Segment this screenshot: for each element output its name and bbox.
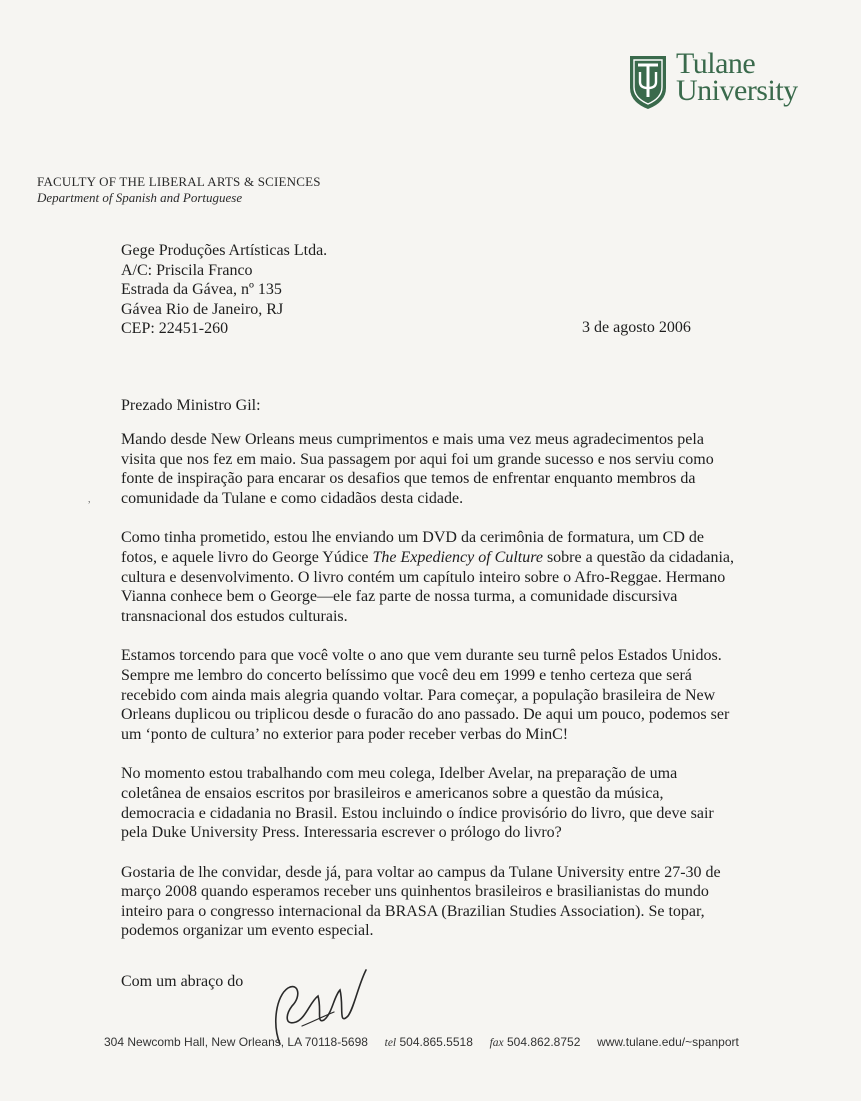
footer-phone: 504.865.5518 xyxy=(399,1035,473,1049)
salutation: Prezado Ministro Gil: xyxy=(121,397,261,414)
book-title: The Expediency of Culture xyxy=(372,548,543,566)
footer-website: www.tulane.edu/~spanport xyxy=(597,1035,739,1049)
tulane-logo xyxy=(628,47,818,112)
address-line: Gege Produções Artísticas Ltda. xyxy=(121,242,328,259)
letterhead-footer xyxy=(104,1035,784,1049)
body-paragraph: Mando desde New Orleans meus cumprimentos e mais uma vez meus agradecimentos pela visita que nos fez em maio. Sua passagem por aqui foi um grande sucesso e nos serviu como fonte de inspiração para encarar os desafios que temos de enfrentar enquanto membros da comunidade da Tulane e como cidadãos desta cidade. xyxy=(121,431,714,507)
footer-fax: 504.862.8752 xyxy=(506,1035,581,1049)
body-paragraph: Gostaria de lhe convidar, desde já, para voltar ao campus da Tulane University entre 27-30 de março 2008 quando esperamos receber uns quinhentos brasileiros e brasilianistas do mundo inteiro para o congresso internacional da BRASA (Brazilian Studies Association). Se topar, podemos organizar um evento especial. xyxy=(121,863,721,940)
address-line: Gávea Rio de Janeiro, RJ xyxy=(121,300,284,318)
margin-mark: , xyxy=(88,494,91,505)
letter-date: 3 de agosto 2006 xyxy=(582,319,691,336)
address-line: Estrada da Gávea, nº 135 xyxy=(121,281,282,298)
address-line: CEP: 22451-260 xyxy=(121,320,229,337)
paragraph-text: sobre a questão da cidadania, cultura e desenvolvimento. O livro contém um capítulo inteiro sobre o Afro-Reggae. Hermano Vianna conhece bem o George—ele faz parte de nossa turma, a comunidade discursiva transnacional dos estudos culturais. xyxy=(121,548,734,625)
body-paragraph xyxy=(121,528,741,626)
paragraph-text: Como tinha prometido, estou lhe enviando um DVD da cerimônia de formatura, um CD de fotos, e aquele livro do George Yúdice xyxy=(121,529,704,566)
address-line: A/C: Priscila Franco xyxy=(121,261,253,279)
department-heading: Department of Spanish and Portuguese xyxy=(37,190,243,205)
recipient-address xyxy=(121,241,327,339)
tulane-shield-icon xyxy=(628,54,668,110)
logo-line-2: University xyxy=(676,74,798,107)
footer-address: 304 Newcomb Hall, New Orleans, LA 70118-5698 xyxy=(104,1035,368,1049)
letter-body xyxy=(121,430,741,961)
body-paragraph: No momento estou trabalhando com meu colega, Idelber Avelar, na preparação de uma coletânea de ensaios escritos por brasileiros e americanos sobre a questão da música, democracia e cidadania no Brasil. Estou incluindo o índice provisório do livro, que deve sair pela Duke University Press. Interessaria escrever o prólogo do livro? xyxy=(121,765,714,842)
logo-line-1: Tulane xyxy=(676,47,756,80)
faculty-heading: FACULTY OF THE LIBERAL ARTS & SCIENCES xyxy=(37,174,321,189)
closing-line: Com um abraço do xyxy=(121,973,244,990)
body-paragraph: Estamos torcendo para que você volte o ano que vem durante seu turnê pelos Estados Unidos. Sempre me lembro do concerto belíssimo que você deu em 1999 e tenho certeza que será recebido com ainda mais alegria quando voltar. Para começar, a população brasileira de New Orleans duplicou ou triplicou desde o furacão do ano passado. De aqui um pouco, podemos ser um ‘ponto de cultura’ no exterior para poder receber verbas do MinC! xyxy=(121,647,730,743)
fax-label: fax xyxy=(489,1037,504,1049)
tel-label: tel xyxy=(384,1037,397,1049)
